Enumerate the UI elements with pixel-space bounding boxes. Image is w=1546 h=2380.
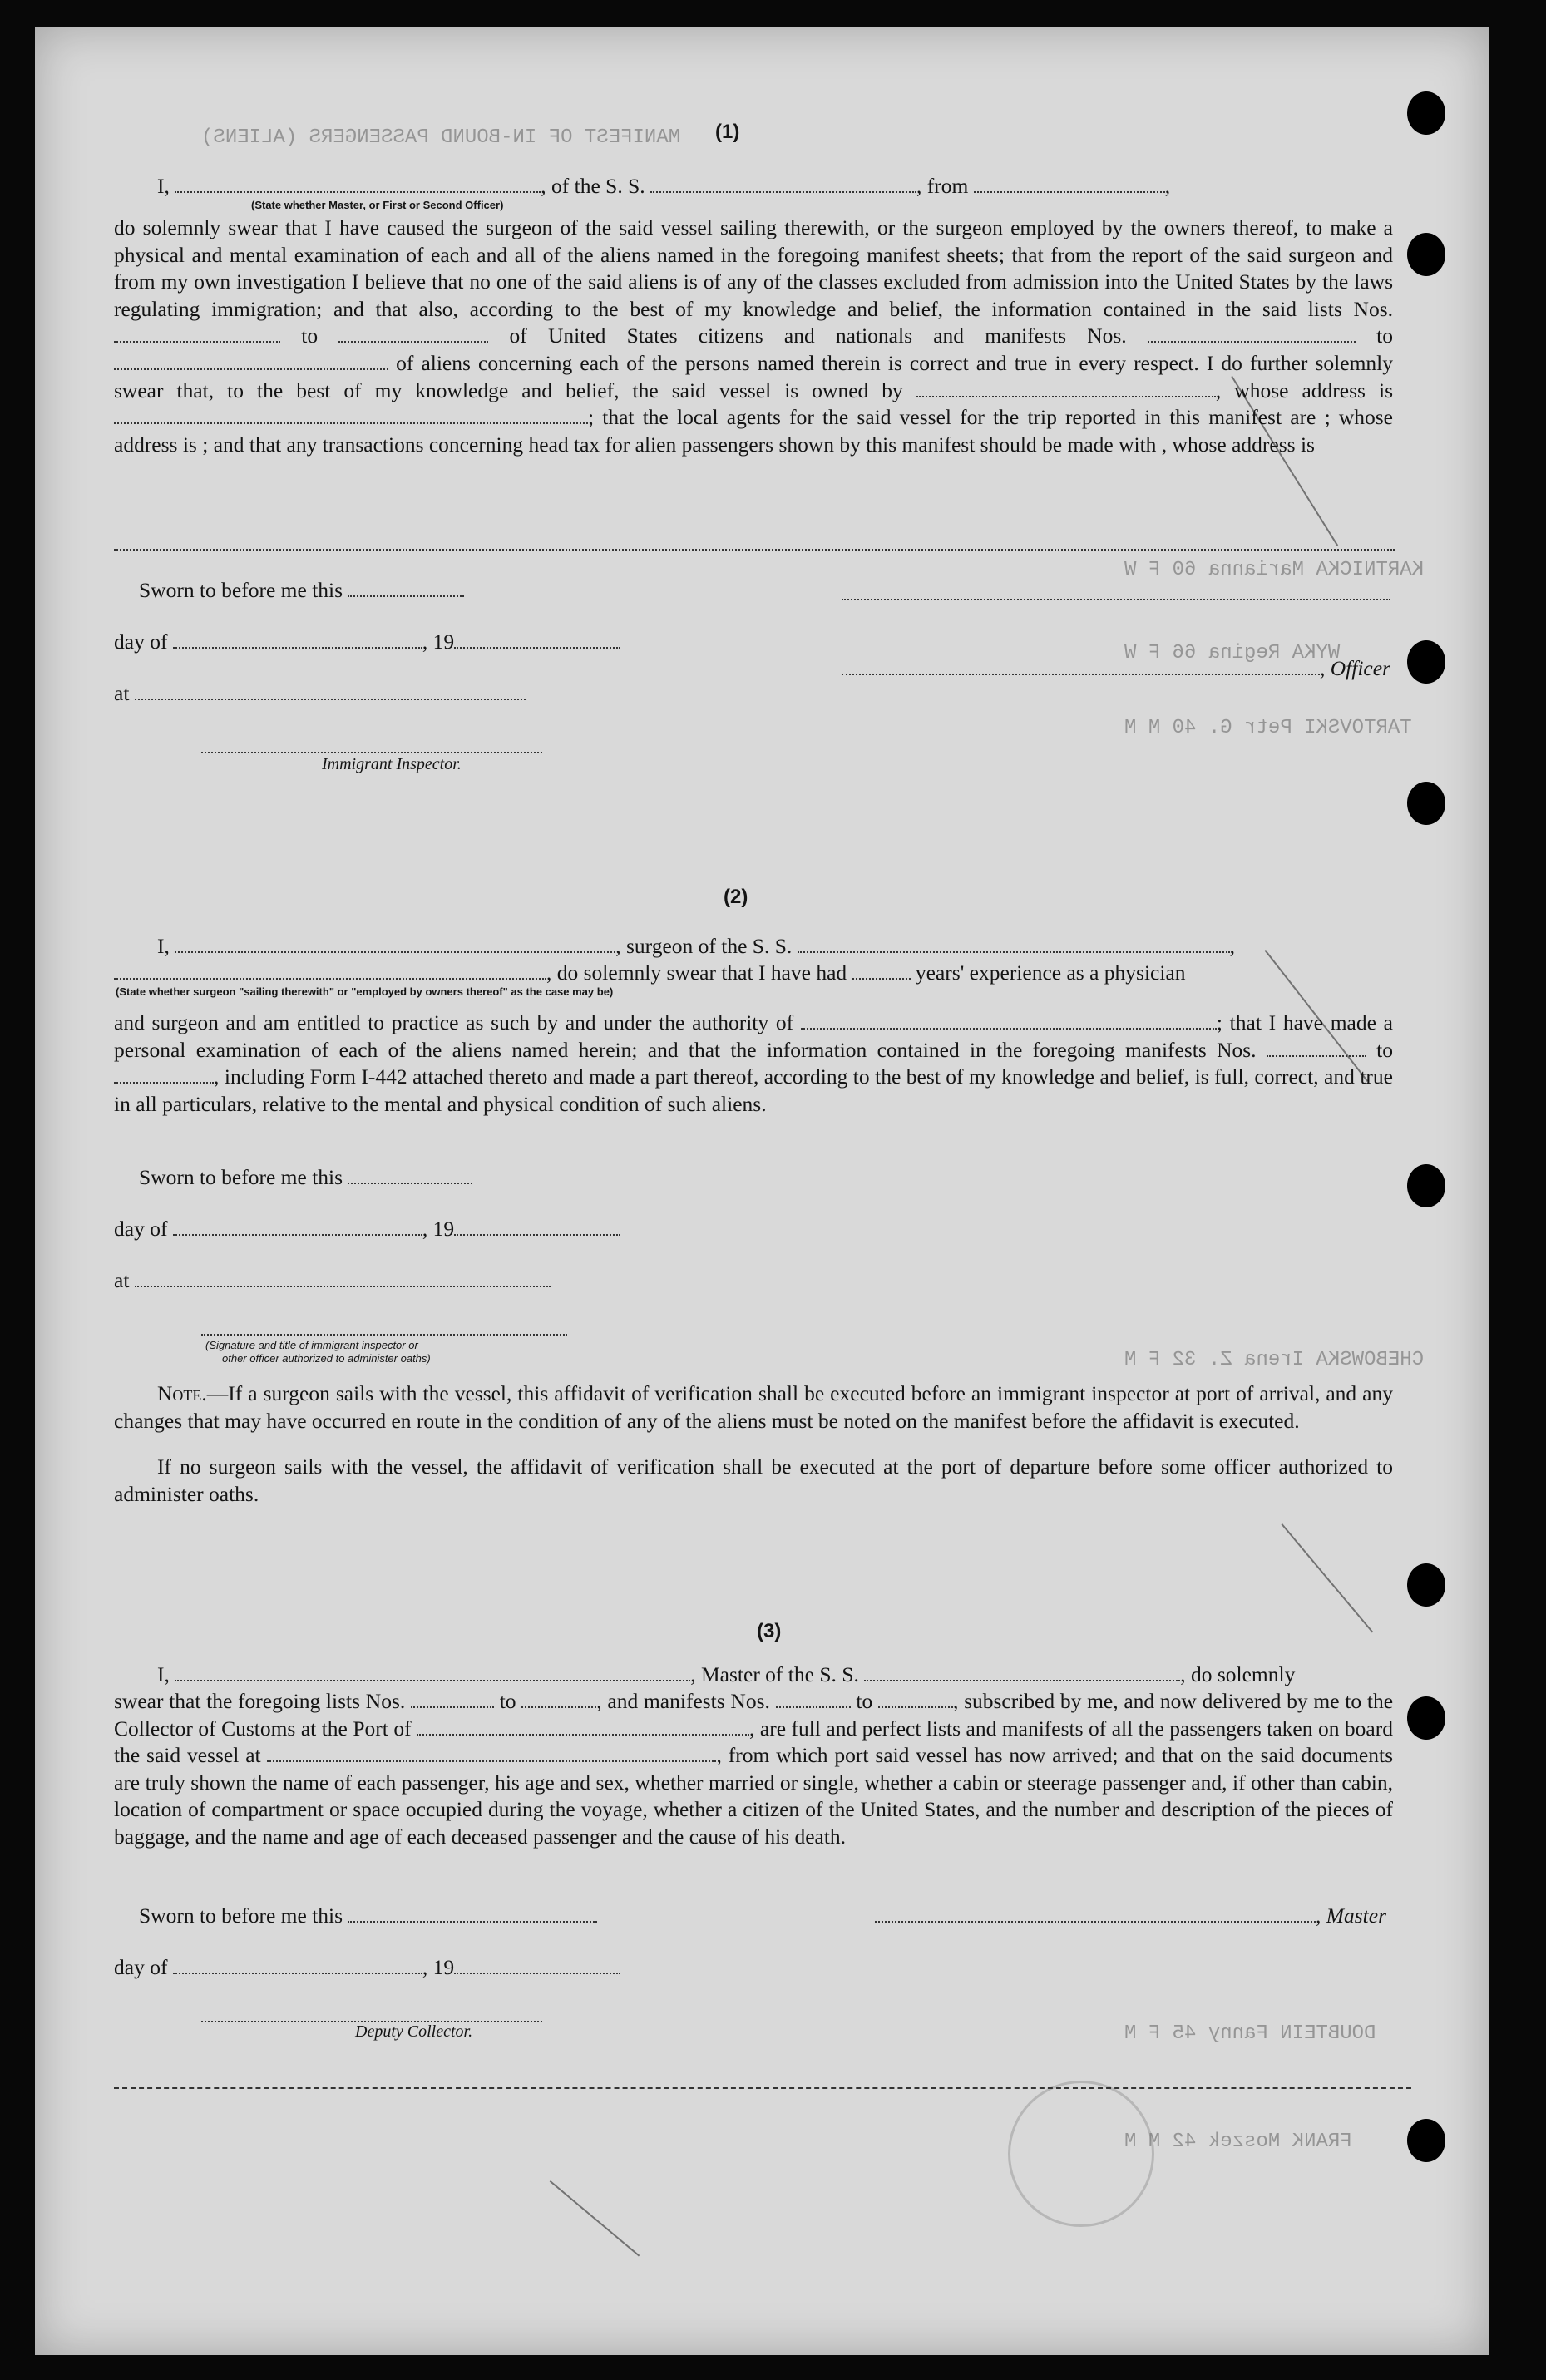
manifest-page (35, 27, 1489, 2355)
section-number-3: (3) (757, 1620, 782, 1642)
bleed-through-text: CHEBOWSKA Irena Z. 32 F M (1124, 1349, 1425, 1371)
s1-inspector-caption: Immigrant Inspector. (322, 755, 462, 773)
binder-hole (1407, 233, 1445, 276)
s3-day-line: day of , 19 (114, 1954, 620, 1981)
binder-hole (1407, 1164, 1445, 1207)
s1-line-1: I, , of the S. S. , from , (157, 174, 1171, 198)
section-number-1: (1) (715, 121, 740, 143)
bleed-through-text: FRANK Moszek 42 M M (1124, 2131, 1352, 2153)
s2-line-1: I, , surgeon of the S. S. , (157, 934, 1236, 958)
s3-master-line: , Master (875, 1903, 1386, 1929)
s2-signature-caption-2: other officer authorized to administer oaths) (222, 1352, 431, 1365)
bottom-separator (114, 2087, 1411, 2089)
binder-hole (1407, 1696, 1445, 1740)
s2-oath-paragraph: and surgeon and am entitled to practice as such by and under the authority of ; that I have made a personal examination of each of the aliens named herein; and that the information contained in the foregoing manifests Nos. to , including Form I-442 attached thereto and made a part thereof, according to the best of my knowledge and belief, is full, correct, and true in all particulars, relative to the mental and physical condition of such aliens. (114, 1010, 1393, 1116)
s1-sworn-line: Sworn to before me this (139, 577, 464, 604)
s1-oath-paragraph: do solemnly swear that I have caused the surgeon of the said vessel sailing therewith, or the surgeon employed by the owners thereof, to make a physical and mental examination of each and all of the aliens named in the foregoing manifest sheets; that from the report of the said surgeon and from my own investigation I believe that no one of the said aliens is of any of the classes excluded from admission into the United States by the laws regulating immigration; and that also, according to the best of my knowledge and belief, the information contained in the said lists Nos. to of United States citizens and nationals and manifests Nos. to of aliens concerning each of the persons named therein is correct and true in every respect. I do further solemnly swear that, to the best of my knowledge and belief, the said vessel is owned by , whose address is ; that the local agents for the said vessel for the trip reported in this manifest are ; whose address is ; and that any transactions concerning head tax for alien passengers shown by this manifest should be made with , whose address is (114, 215, 1394, 457)
s3-line-1: I, , Master of the S. S. , do solemnly (157, 1662, 1296, 1686)
section-number-2: (2) (724, 886, 748, 908)
binder-hole (1407, 91, 1445, 135)
bleed-through-text: WYKA Regina 66 F W (1124, 642, 1341, 664)
s2-surgeon-note: (State whether surgeon "sailing therewith" or "employed by owners thereof" as the case may be) (116, 985, 614, 998)
s1-at-line: at (114, 680, 526, 707)
s1-officer-line: , Officer (842, 655, 1390, 682)
note-paragraph-2: If no surgeon sails with the vessel, the affidavit of verification shall be executed at the port of departure before some officer authorized to administer oaths. (114, 1454, 1393, 1506)
s2-at-line: at (114, 1267, 551, 1294)
s2-day-line: day of , 19 (114, 1216, 620, 1242)
binder-hole (1407, 640, 1445, 684)
bleed-through-text: DOUBTEIN Fanny 45 F M (1124, 2022, 1376, 2045)
bleed-through-text: MANIFEST OF IN-BOUND PASSENGERS (ALIENS) (201, 126, 681, 149)
bleed-through-text: TARTOVSKI Petr G. 40 M M (1124, 717, 1412, 739)
note-paragraph: Note.—If a surgeon sails with the vessel, this affidavit of verification shall be executed before an immigrant inspector at port of arrival, and any changes that may have occurred en route in the condition of any of the aliens must be noted on the manifest before the affidavit is executed. (114, 1381, 1393, 1433)
bleed-through-text: KARTNICKA Marianna 60 F W (1124, 559, 1425, 581)
faint-stamp (1008, 2081, 1154, 2227)
s1-officer-signature-line (842, 599, 1390, 600)
s3-collector-caption: Deputy Collector. (355, 2022, 473, 2041)
s1-day-line: day of , 19 (114, 629, 620, 655)
s3-oath-paragraph: swear that the foregoing lists Nos. to , and manifests Nos. to , subscribed by me, and now delivered by me to the Collector of Customs at the Port of , are full and perfect lists and manifests of all the passengers taken on board the said vessel at , from which port said vessel has now arrived; and that on the said documents are truly shown the name of each passenger, his age and sex, whether married or single, whether a cabin or steerage passenger and, if other than cabin, location of compartment or space occupied during the voyage, whether a citizen of the United States, and the number and description of the pieces of baggage, and the name and age of each deceased passenger and the cause of his death. (114, 1689, 1394, 1849)
binder-hole (1407, 782, 1445, 825)
pencil-stroke (1281, 1523, 1373, 1633)
s2-line-2: , do solemnly swear that I have had years' experience as a physician (114, 960, 1186, 986)
pencil-stroke (550, 2180, 640, 2257)
s2-sworn-line: Sworn to before me this (139, 1164, 472, 1191)
s3-sworn-line: Sworn to before me this (139, 1903, 597, 1929)
s1-separator (114, 549, 1395, 551)
binder-hole (1407, 2119, 1445, 2162)
s2-signature-caption-1: (Signature and title of immigrant inspector or (205, 1339, 418, 1351)
s2-signature-line (201, 1334, 567, 1336)
binder-hole (1407, 1563, 1445, 1607)
s1-officer-note: (State whether Master, or First or Second Officer) (251, 199, 504, 211)
s1-inspector-signature-line (201, 752, 542, 753)
